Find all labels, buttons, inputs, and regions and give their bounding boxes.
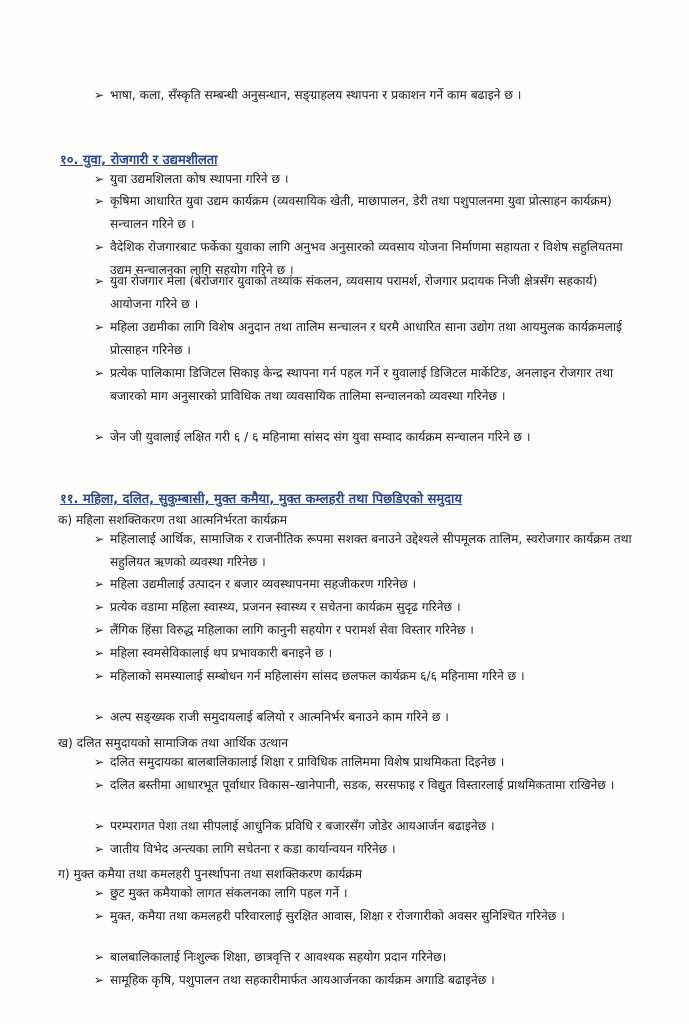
list-item	[92, 946, 632, 969]
list-item	[92, 270, 632, 316]
list-item-text: दलित समुदायका बालबालिकालाई शिक्षा र प्राविधिक तालिममा विशेष प्राथमिकता दिइनेछ ।	[110, 755, 505, 769]
subsection-heading-b: ख) दलित समुदायको सामाजिक तथा आर्थिक उत्थान	[58, 736, 288, 750]
list-item-text: युवा उद्यमशिलता कोष स्थापना गरिने छ ।	[110, 172, 289, 186]
arrow-bullet-icon: ➢	[93, 710, 105, 724]
list-item	[92, 190, 632, 236]
arrow-bullet-icon: ➢	[93, 886, 105, 900]
list-item	[92, 665, 632, 688]
list-item-text: महिला उद्यमीका लागि विशेष अनुदान तथा तालिम सन्चालन र घरमै आधारित साना उद्योग तथा आयमुलक कार्यक्रमलाई प्रोत्साहन गरिनेछ ।	[110, 320, 622, 357]
list-item	[92, 168, 632, 191]
arrow-bullet-icon: ➢	[93, 532, 105, 546]
subsection-heading-a: क) महिला सशक्तिकरण तथा आत्मनिर्भरता कार्यक्रम	[58, 513, 288, 527]
arrow-bullet-icon: ➢	[93, 778, 105, 792]
section-heading-10: १०. युवा, रोजगारी र उद्यमशीलता	[60, 153, 218, 168]
list-item-text: महिला उद्यमीलाई उत्पादन र बजार व्यवस्थापनमा सहजीकरण गरिनेछ ।	[110, 577, 417, 591]
list-item-text: महिलाको समस्यालाई सम्बोधन गर्न महिलासंग सांसद छलफल कार्यक्रम ६/६ महिनामा गरिने छ ।	[110, 669, 525, 683]
arrow-bullet-icon: ➢	[93, 819, 105, 833]
list-item	[92, 969, 632, 992]
list-item	[92, 905, 632, 928]
list-item	[92, 838, 632, 861]
list-item-text: जातीय विभेद अन्त्यका लागि सचेतना र कडा कार्यान्वयन गरिनेछ ।	[110, 842, 396, 856]
list-item	[92, 619, 632, 642]
section-heading-11: ११. महिला, दलित, सुकुम्बासी, मुक्त कमैया, मुक्त कम्लहरी तथा पिछडिएको समुदाय	[60, 492, 462, 507]
list-item	[92, 751, 632, 774]
list-item	[92, 84, 632, 107]
arrow-bullet-icon: ➢	[93, 600, 105, 614]
list-item	[92, 426, 632, 449]
list-item-text: परम्परागत पेशा तथा सीपलाई आधुनिक प्रविधि र बजारसँग जोडेर आयआर्जन बढाइनेछ ।	[110, 819, 495, 833]
list-item-text: लैंगिक हिंसा विरुद्ध महिलाका लागि कानुनी सहयोग र परामर्श सेवा विस्तार गरिनेछ ।	[110, 623, 474, 637]
arrow-bullet-icon: ➢	[93, 669, 105, 683]
list-item	[92, 316, 632, 362]
arrow-bullet-icon: ➢	[93, 320, 105, 334]
list-item-text: कृषिमा आधारित युवा उद्यम कार्यक्रम (व्यवसायिक खेती, माछापालन, डेरी तथा पशुपालनमा युवा प्रोत्साहन कार्यक्रम) सन्चालन गरिने छ ।	[110, 194, 612, 231]
list-item	[92, 573, 632, 596]
list-item-text: बालबालिकालाई निःशुल्क शिक्षा, छात्रवृत्ति र आवश्यक सहयोग प्रदान गरिनेछ।	[110, 950, 447, 964]
arrow-bullet-icon: ➢	[93, 240, 105, 254]
list-item	[92, 774, 632, 797]
arrow-bullet-icon: ➢	[93, 366, 105, 380]
list-item	[92, 642, 632, 665]
list-item-text: महिला स्वमसेविकालाई थप प्रभावकारी बनाइने छ ।	[110, 646, 333, 660]
list-item-text: भाषा, कला, सँस्कृति सम्बन्धी अनुसन्धान, सङ्ग्राहलय स्थापना र प्रकाशन गर्ने काम बढाइने छ ।	[110, 88, 522, 102]
subsection-heading-c: ग) मुक्त कमैया तथा कमलहरी पुनर्स्थापना तथा सशक्तिकरण कार्यक्रम	[58, 867, 363, 881]
arrow-bullet-icon: ➢	[93, 623, 105, 637]
arrow-bullet-icon: ➢	[93, 842, 105, 856]
arrow-bullet-icon: ➢	[93, 577, 105, 591]
arrow-bullet-icon: ➢	[93, 430, 105, 444]
list-item-text: प्रत्येक पालिकामा डिजिटल सिकाइ केन्द्र स्थापना गर्न पहल गर्ने र युवालाई डिजिटल मार्केटिङ, अनलाइन रोजगार तथा बजारको माग अनुसारको प्राविधिक तथा व्यवसायिक तालिमा सन्चालनको व्यवस्था गरिनेछ ।	[110, 366, 614, 403]
list-item-text: महिलालाई आर्थिक, सामाजिक र राजनीतिक रूपमा सशक्त बनाउने उद्देश्यले सीपमूलक तालिम, स्वरोजगार कार्यक्रम तथा सहुलियत ऋणको व्यवस्था गरिनेछ ।	[110, 532, 632, 569]
arrow-bullet-icon: ➢	[93, 172, 105, 186]
arrow-bullet-icon: ➢	[93, 274, 105, 288]
list-item-text: छुट मुक्त कमैयाको लागत संकलनका लागि पहल गर्ने ।	[110, 886, 348, 900]
arrow-bullet-icon: ➢	[93, 194, 105, 208]
list-item-text: जेन जी युवालाई लक्षित गरी ६ / ६ महिनामा सांसद संग युवा सम्वाद कार्यक्रम सन्चालन गरिने छ ।	[110, 430, 531, 444]
list-item	[92, 528, 632, 574]
list-item-text: वैदेशिक रोजगारबाट फर्केका युवाका लागि अनुभव अनुसारको व्यवसाय योजना निर्माणमा सहायता र विशेष सहुलियतमा उद्यम सन्चालनका लागि सहयोग गरिने छ ।	[110, 240, 623, 277]
arrow-bullet-icon: ➢	[93, 973, 105, 987]
list-item	[92, 882, 632, 905]
list-item	[92, 815, 632, 838]
list-item-text: दलित बस्तीमा आधारभूत पूर्वाधार विकास–खानेपानी, सडक, सरसफाइ र विद्युत विस्तारलाई प्राथमिकतामा राखिनेछ ।	[110, 778, 615, 792]
arrow-bullet-icon: ➢	[93, 755, 105, 769]
list-item-text: युवा रोजगार मेला (बेरोजगार युवाको तथ्यांक संकलन, व्यवसाय परामर्श, रोजगार प्रदायक निजी क्षेत्रसँग सहकार्य) आयोजना गरिने छ ।	[110, 274, 598, 311]
list-item	[92, 596, 632, 619]
list-item	[92, 706, 632, 729]
arrow-bullet-icon: ➢	[93, 88, 105, 102]
arrow-bullet-icon: ➢	[93, 909, 105, 923]
list-item	[92, 362, 632, 408]
list-item-text: मुक्त, कमैया तथा कमलहरी परिवारलाई सुरक्षित आवास, शिक्षा र रोजगारीको अवसर सुनिश्चित गरिनेछ ।	[110, 909, 565, 923]
list-item-text: अल्प सङ्ख्यक राजी समुदायलाई बलियो र आत्मनिर्भर बनाउने काम गरिने छ ।	[110, 710, 449, 724]
list-item-text: प्रत्येक वडामा महिला स्वास्थ्य, प्रजनन स्वास्थ्य र सचेतना कार्यक्रम सुदृढ गरिनेछ ।	[110, 600, 461, 614]
arrow-bullet-icon: ➢	[93, 646, 105, 660]
list-item-text: सामूहिक कृषि, पशुपालन तथा सहकारीमार्फत आयआर्जनका कार्यक्रम अगाडि बढाइनेछ ।	[110, 973, 495, 987]
arrow-bullet-icon: ➢	[93, 950, 105, 964]
